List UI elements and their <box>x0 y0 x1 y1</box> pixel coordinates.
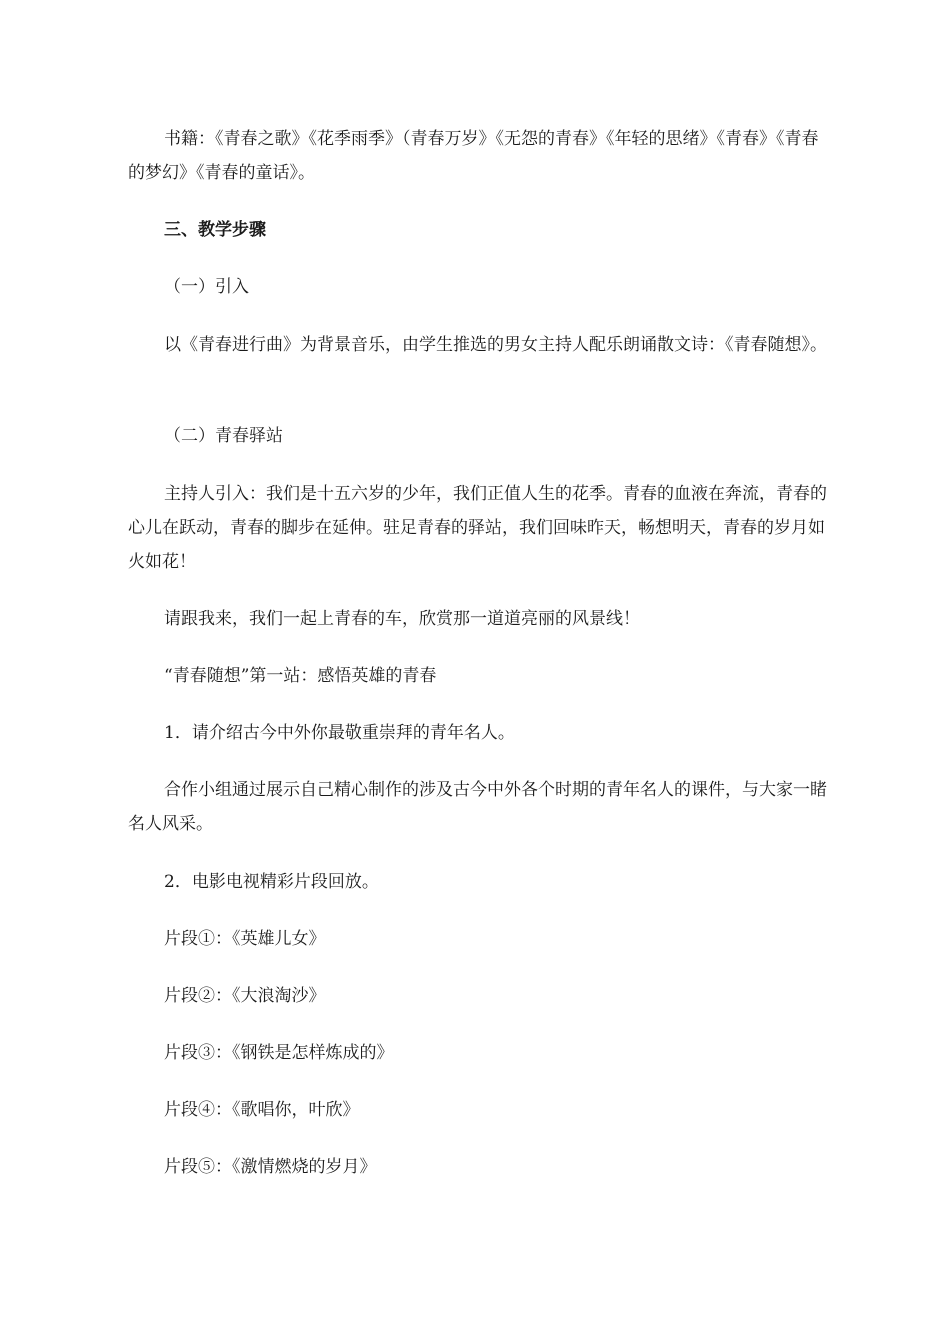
subsection-heading: （二）青春驿站 <box>164 426 283 446</box>
clip-item: 片段③：《钢铁是怎样炼成的》 <box>164 1043 394 1063</box>
host-paragraph: 主持人引入：我们是十五六岁的少年，我们正值人生的花季。青春的血液在奔流，青春的心儿在跃动，青春的脚步在延伸。驻足青春的驿站，我们回味昨天，畅想明天，青春的岁月如火如花！ <box>128 484 827 572</box>
station-title: “青春随想”第一站：感悟英雄的青春 <box>164 666 437 686</box>
intro-paragraph: 以《青春进行曲》为背景音乐，由学生推选的男女主持人配乐朗诵散文诗：《青春随想》。 <box>164 335 827 355</box>
clip-item: 片段④：《歌唱你，叶欣》 <box>164 1100 360 1120</box>
group-paragraph: 合作小组通过展示自己精心制作的涉及古今中外各个时期的青年名人的课件，与大家一睹名人风采。 <box>128 780 827 834</box>
clip-item: 片段②：《大浪淘沙》 <box>164 986 326 1006</box>
subsection-heading: （一）引入 <box>164 277 249 297</box>
list-item: 2．电影电视精彩片段回放。 <box>164 872 379 892</box>
list-item: 1．请介绍古今中外你最敬重崇拜的青年名人。 <box>164 723 515 743</box>
books-paragraph: 书籍：《青春之歌》《花季雨季》（青春万岁》《无怨的青春》《年轻的思绪》《青春》《青春的梦幻》《青春的童话》。 <box>128 129 819 183</box>
clip-item: 片段①：《英雄儿女》 <box>164 929 326 949</box>
section-heading: 三、教学步骤 <box>164 220 266 240</box>
clip-item: 片段⑤：《激情燃烧的岁月》 <box>164 1157 377 1177</box>
follow-paragraph: 请跟我来，我们一起上青春的车，欣赏那一道道亮丽的风景线！ <box>164 609 640 629</box>
